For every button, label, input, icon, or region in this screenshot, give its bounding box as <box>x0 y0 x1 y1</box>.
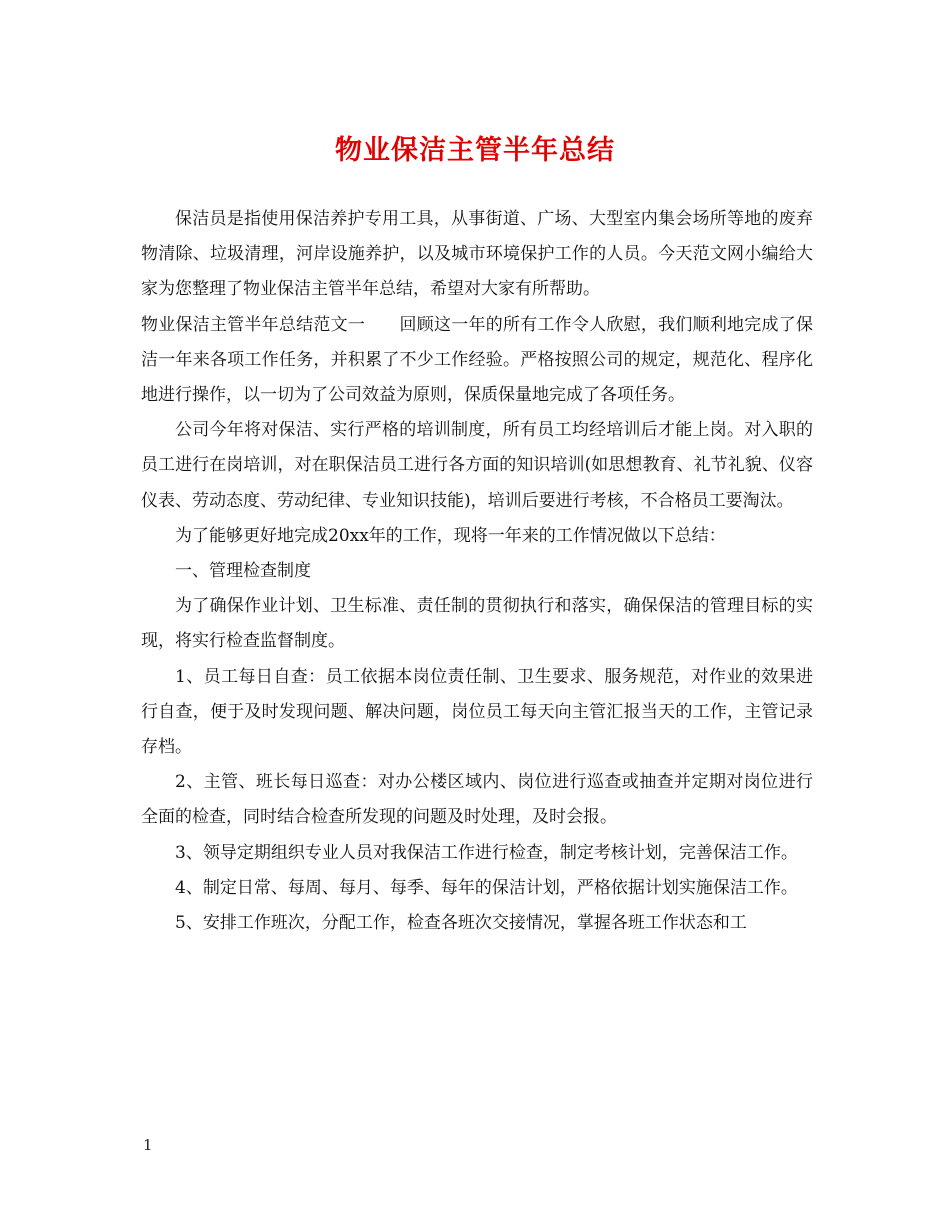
paragraph-training: 公司今年将对保洁、实行严格的培训制度，所有员工均经培训后才能上岗。对入职的员工进行在岗培训，对在职保洁员工进行各方面的知识培训(如思想教育、礼节礼貌、仪容仪表、劳动态度、劳动纪律、专业知识技能)，培训后要进行考核，不合格员工要淘汰。 <box>141 420 813 511</box>
list-item-leader-inspection: 3、领导定期组织专业人员对我保洁工作进行检查，制定考核计划，完善保洁工作。 <box>175 842 798 863</box>
paragraph-sample-one: 物业保洁主管半年总结范文一 回顾这一年的所有工作令人欣慰，我们顺利地完成了保洁一年来各项工作任务，并积累了不少工作经验。严格按照公司的规定，规范化、程序化地进行操作，以一切为了公司效益为原则，保质保量地完成了各项任务。 <box>141 314 813 406</box>
page-number: 1 <box>143 1136 153 1154</box>
list-item-daily-patrol: 2、主管、班长每日巡查：对办公楼区域内、岗位进行巡查或抽查并定期对岗位进行全面的检查，同时结合检查所发现的问题及时处理，及时会报。 <box>141 772 813 828</box>
document-body <box>141 202 813 941</box>
list-item-cleaning-plan: 4、制定日常、每周、每月、每季、每年的保洁计划，严格依据计划实施保洁工作。 <box>175 877 798 898</box>
paragraph-inspection-purpose: 为了确保作业计划、卫生标准、责任制的贯彻执行和落实，确保保洁的管理目标的实现，将实行检查监督制度。 <box>141 596 813 652</box>
list-item-shift-arrangement: 5、安排工作班次，分配工作，检查各班次交接情况，掌握各班工作状态和工 <box>175 913 747 934</box>
paragraph-intro: 保洁员是指使用保洁养护专用工具，从事街道、广场、大型室内集会场所等地的废弃物清除、垃圾清理，河岸设施养护，以及城市环境保护工作的人员。今天范文网小编给大家为您整理了物业保洁主管半年总结，希望对大家有所帮助。 <box>141 209 813 300</box>
list-item-self-check: 1、员工每日自查：员工依据本岗位责任制、卫生要求、服务规范，对作业的效果进行自查，便于及时发现问题、解决问题，岗位员工每天向主管汇报当天的工作，主管记录存档。 <box>141 666 813 758</box>
paragraph-summary-lead: 为了能够更好地完成20xx年的工作，现将一年来的工作情况做以下总结： <box>175 525 726 546</box>
document-title: 物业保洁主管半年总结 <box>335 135 615 166</box>
section-heading-inspection: 一、管理检查制度 <box>175 561 311 582</box>
